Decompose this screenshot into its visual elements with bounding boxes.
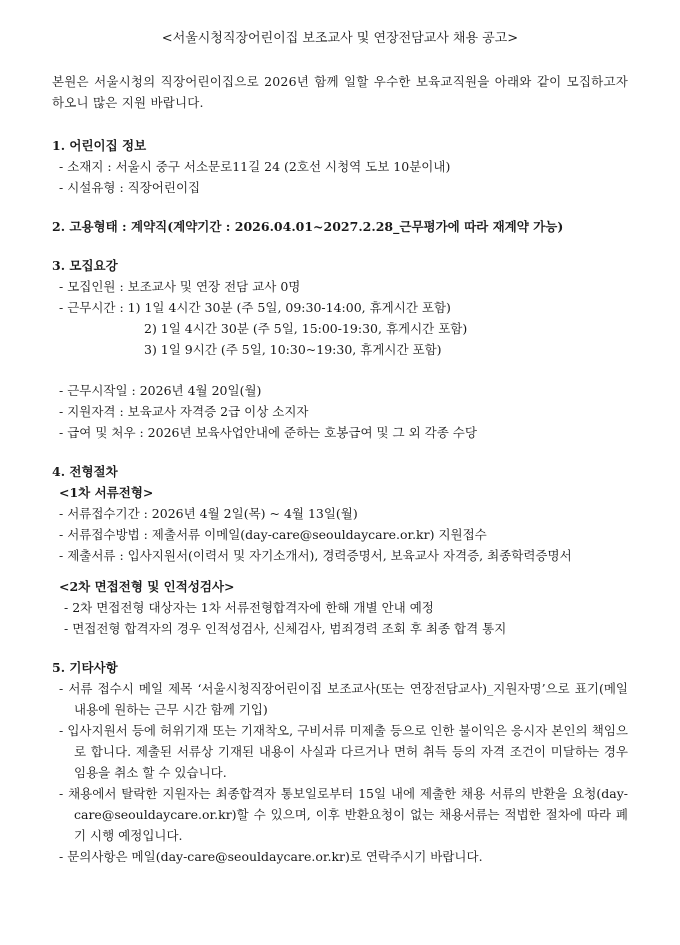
stage-2-heading: <2차 면접전형 및 인적성검사> [59,579,235,594]
stage-1-heading: <1차 서류전형> [59,485,154,500]
section-heading: 3. 모집요강 [52,258,118,273]
spacer [52,566,628,576]
qualification: - 지원자격 : 보육교사 자격증 2급 이상 소지자 [59,404,309,419]
facility-location: - 소재지 : 서울시 중구 서소문로11길 24 (2호선 시청역 도보 10분이내) [59,159,451,174]
required-documents: - 제출서류 : 입사지원서(이력서 및 자기소개서), 경력증명서, 보육교사 자격증, 최종학력증명서 [59,548,572,563]
start-date: - 근무시작일 : 2026년 4월 20일(월) [59,383,262,398]
false-info-note: - 입사지원서 등에 허위기재 또는 기재착오, 구비서류 미제출 등으로 인한 불이익은 응시자 본인의 책임으로 합니다. 제출된 서류상 기재된 내용이 사실과 다르거나 면허 취득 등의 자격 조건이 미달하는 경우 임용을 취소 할 수 있습니다. [59,723,628,780]
work-hours-option-2: 2) 1일 4시간 30분 (주 5일, 15:00-19:30, 휴게시간 포함) [144,321,468,336]
final-pass-notice: - 면접전형 합격자의 경우 인적성검사, 신체검사, 범죄경력 조회 후 최종 합격 통지 [64,621,507,636]
section-recruitment [52,255,628,443]
section-facility-info [52,135,628,198]
spacer [52,360,628,380]
application-method: - 서류접수방법 : 제출서류 이메일(day-care@seouldaycare.or.kr) 지원접수 [59,527,487,542]
section-heading: 5. 기타사항 [52,660,118,675]
section-employment-type [52,216,628,237]
section-heading: 1. 어린이집 정보 [52,138,147,153]
section-other-notes [52,657,628,867]
email-subject-note: - 서류 접수시 메일 제목 ‘서울시청직장어린이집 보조교사(또는 연장전담교사)_지원자명’으로 표기(메일 내용에 원하는 근무 시간 함께 기입) [59,681,628,717]
recruit-count: - 모집인원 : 보조교사 및 연장 전담 교사 0명 [59,279,301,294]
application-period: - 서류접수기간 : 2026년 4월 2일(목) ~ 4월 13일(월) [59,506,358,521]
section-selection-process [52,461,628,639]
notice-title: <서울시청직장어린이집 보조교사 및 연장전담교사 채용 공고> [161,31,519,46]
work-hours-option-1: - 근무시간 : 1) 1일 4시간 30분 (주 5일, 09:30-14:00, 휴게시간 포함) [59,300,451,315]
intro-paragraph: 본원은 서울시청의 직장어린이집으로 2026년 함께 일할 우수한 보육교직원을 아래와 같이 모집하고자 하오니 많은 지원 바랍니다. [52,74,628,110]
section-heading: 2. 고용형태 : 계약직(계약기간 : 2026.04.01~2027.2.28_근무평가에 따라 재계약 가능) [52,219,564,234]
work-hours-option-3: 3) 1일 9시간 (주 5일, 10:30~19:30, 휴게시간 포함) [144,342,442,357]
section-heading: 4. 전형절차 [52,464,118,479]
facility-type: - 시설유형 : 직장어린이집 [59,180,201,195]
inquiry-note: - 문의사항은 메일(day-care@seouldaycare.or.kr)로 연락주시기 바랍니다. [59,849,483,864]
interview-notice: - 2차 면접전형 대상자는 1차 서류전형합격자에 한해 개별 안내 예정 [64,600,434,615]
document-return-note: - 채용에서 탈락한 지원자는 최종합격자 통보일로부터 15일 내에 제출한 채용 서류의 반환을 요청(day-care@seouldaycare.or.kr)할 수 있으며, 이후 반환요청이 없는 채용서류는 적법한 절차에 따라 폐기 시행 예정입니다. [59,786,628,843]
salary-benefits: - 급여 및 처우 : 2026년 보육사업안내에 준하는 호봉급여 및 그 외 각종 수당 [59,425,477,440]
